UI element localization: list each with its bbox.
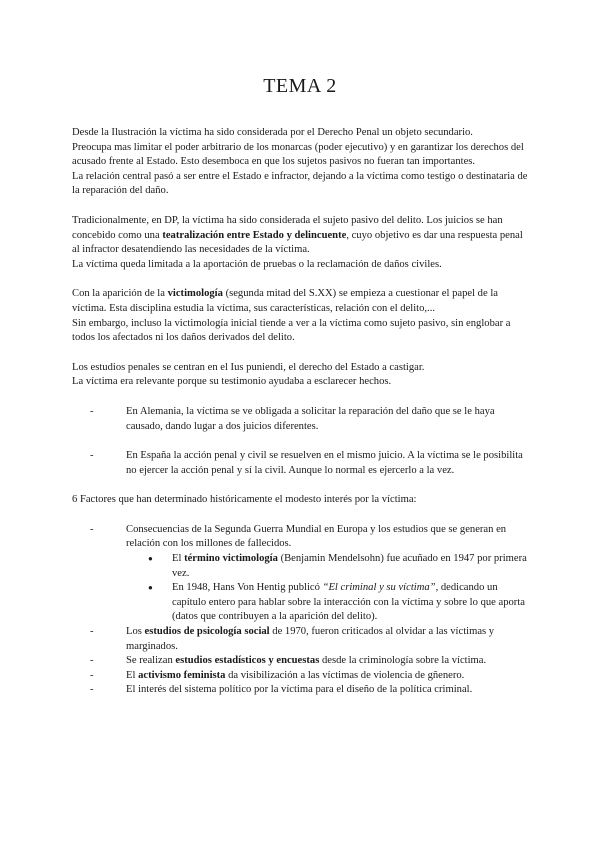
text-span: (segunda mitad del S.XX) se empieza a cuestionar el papel de la víctima. Esta disciplina estudia la víctima, sus características, relación con el delito,...	[72, 288, 498, 314]
text-span: El	[126, 669, 139, 681]
paragraph-line: Preocupa mas limitar el poder arbitrario de los monarcas (poder ejecutivo) y en garantizar los derechos del acusado frente al Estado. Esto desemboca en que los sujetos pasivos no fueran tan importantes.	[72, 141, 524, 168]
text-span: da visibilización a las víctimas de violencia de gñenero.	[225, 669, 465, 681]
paragraph-victimologia	[72, 287, 532, 345]
emphasis-text: estudios de psicología social	[144, 626, 270, 638]
text-span: (Benjamin Mendelsohn) fue acuñado en 1947 por primera vez.	[172, 553, 527, 579]
paragraph-line: Sin embargo, incluso la victimología inicial tiende a ver a la víctima como sujeto pasivo, sin englobar a todos los afectados ni los daños derivados del delito.	[72, 317, 511, 344]
factor-item-feminista	[90, 669, 532, 684]
list-item-alemania: - En Alemania, la víctima se ve obligada a solicitar la reparación del daño que se le haya causado, dando lugar a dos juicios diferentes.	[90, 405, 532, 434]
paragraph-line: La víctima queda limitada a la aportación de pruebas o la reclamación de daños civiles.	[72, 258, 442, 270]
factors-intro: 6 Factores que han determinado históricamente el modesto interés por la víctima:	[72, 494, 417, 506]
paragraph-line: Los estudios penales se centran en el Ius puniendi, el derecho del Estado a castigar.	[72, 361, 425, 373]
emphasis-text: estudios estadísticos y encuestas	[175, 655, 320, 667]
paragraph-line: La relación central pasó a ser entre el Estado e infractor, dejando a la víctima como testigo o destinataria de la reparación del daño.	[72, 170, 528, 197]
text-span: En 1948, Hans Von Hentig publicó	[172, 582, 323, 594]
factor-item-estadisticos	[90, 654, 532, 669]
document-body	[72, 126, 532, 698]
text-span: Tradicionalmente, en DP, la víctima ha sido considerada el sujeto pasivo del delito. Los juicios se han concebido como una	[72, 214, 503, 241]
paragraph-line: Desde la Ilustración la víctima ha sido considerada por el Derecho Penal un objeto secundario.	[72, 127, 473, 138]
factor-item-psicologia	[90, 625, 532, 654]
paragraph-line: La víctima era relevante porque su testimonio ayudaba a esclarecer hechos.	[72, 376, 392, 388]
list-item-espana: - En España la acción penal y civil se resuelven en el mismo juicio. A la víctima se le posibilita no ejercer la acción penal y sí la civil. Aunque lo normal es ejercerlo a la vez.	[90, 449, 532, 478]
text-span: , dedicando un capítulo entero para hablar sobre la interacción con la víctima y sobre lo que aporta (datos que contribuyen a la aparición del delito).	[172, 582, 525, 623]
emphasis-text: término victimología	[184, 553, 278, 565]
sub-bullet-item	[132, 581, 532, 625]
paragraph-line	[72, 214, 532, 258]
emphasis-text: victimología	[167, 288, 223, 300]
factor-item-guerra: - Consecuencias de la Segunda Guerra Mundial en Europa y los estudios que se generan en relación con los millones de fallecidos.	[90, 523, 532, 552]
text-span: , cuyo objetivo es dar una respuesta penal al infractor desatendiendo las necesidades de la víctima.	[72, 229, 523, 256]
text-span: Se realizan	[126, 655, 176, 667]
factor-item-politico: - El interés del sistema político por la víctima para el diseño de la política criminal.	[90, 683, 532, 698]
text-span: Con la aparición de la	[72, 288, 168, 300]
paragraph-tradicionalmente	[72, 214, 532, 272]
page-title: TEMA 2	[263, 75, 337, 97]
emphasis-text: teatralización entre Estado y delincuente	[162, 229, 347, 241]
paragraph-ilustracion	[72, 126, 532, 199]
sub-bullet-item	[132, 552, 532, 581]
text-span: Los	[126, 626, 145, 638]
text-span: de 1970, fueron criticados al olvidar a las víctimas y marginados.	[126, 626, 495, 652]
text-span: El	[172, 553, 185, 565]
text-span: desde la criminología sobre la víctima.	[319, 655, 487, 667]
paragraph-line	[72, 287, 532, 316]
emphasis-text: activismo feminista	[138, 669, 226, 681]
paragraph-ius-puniendi	[72, 361, 532, 390]
italic-text: “El criminal y su víctima”	[322, 582, 436, 594]
